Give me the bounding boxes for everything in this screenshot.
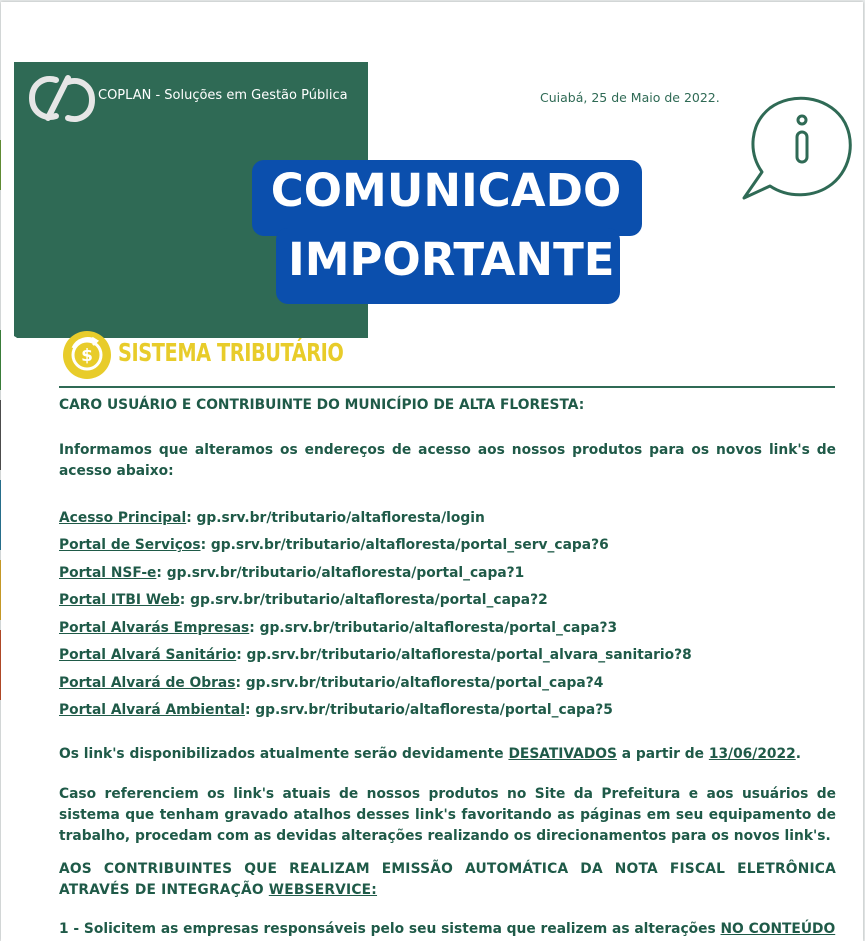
- greeting-heading: CARO USUÁRIO E CONTRIBUINTE DO MUNICÍPIO DE ALTA FLORESTA:: [59, 397, 585, 413]
- section-title: SISTEMA TRIBUTÁRIO: [118, 338, 344, 367]
- step-1-link[interactable]: NO CONTEÚDO: [720, 921, 836, 937]
- contributors-heading: [59, 859, 836, 901]
- step-1-text: 1 - Solicitem as empresas responsáveis pelo seu sistema que realizem as alterações: [59, 921, 721, 937]
- brand-name: COPLAN - Soluções em Gestão Pública: [98, 88, 348, 103]
- link-url: : gp.srv.br/tributario/altafloresta/portal_capa?1: [156, 565, 525, 581]
- link-url: : gp.srv.br/tributario/altafloresta/portal_capa?5: [244, 702, 613, 718]
- intro-paragraph: Informamos que alteramos os endereços de acesso aos nossos produtos para os novos link's de acesso abaixo:: [59, 442, 836, 479]
- link-label[interactable]: Portal de Serviços: [59, 537, 201, 553]
- link-label[interactable]: Portal Alvará Sanitário: [59, 647, 237, 663]
- document-date: Cuiabá, 25 de Maio de 2022.: [540, 90, 720, 105]
- link-row: [59, 510, 485, 526]
- link-url: : gp.srv.br/tributario/altafloresta/portal_capa?4: [235, 675, 604, 691]
- deactivation-date: 13/06/2022: [708, 746, 796, 762]
- title-line-2: IMPORTANTE: [288, 233, 615, 286]
- coplan-logo-icon: [28, 74, 96, 124]
- info-icon: [740, 90, 856, 202]
- link-label[interactable]: Portal Alvará Ambiental: [59, 702, 245, 718]
- link-row: [59, 675, 603, 691]
- deactivation-suffix: .: [795, 746, 801, 762]
- deactivation-mid: a partir de: [616, 746, 709, 762]
- link-url: : gp.srv.br/tributario/altafloresta/portal_alvara_sanitario?8: [236, 647, 692, 663]
- contributors-heading-text: AOS CONTRIBUINTES QUE REALIZAM EMISSÃO AUTOMÁTICA DA NOTA FISCAL ELETRÔNICA ATRAVÉS DE INTEGRAÇÃO: [59, 861, 836, 898]
- update-notice-paragraph: Caso referenciem os link's atuais de nossos produtos no Site da Prefeitura e aos usuários de sistema que tenham gravado atalhos desses link's favoritando as páginas em seu equipamento de trabalho, procedam com as devidas alterações realizando os direcionamentos para os novos link's.: [59, 786, 836, 844]
- webservice-link[interactable]: WEBSERVICE:: [268, 882, 378, 898]
- link-row: [59, 592, 548, 608]
- link-row: [59, 702, 613, 718]
- link-label[interactable]: Portal Alvarás Empresas: [59, 620, 250, 636]
- link-row: [59, 620, 617, 636]
- link-row: [59, 565, 524, 581]
- link-url: : gp.srv.br/tributario/altafloresta/login: [186, 510, 485, 526]
- tax-money-icon: [62, 330, 112, 380]
- link-url: : gp.srv.br/tributario/altafloresta/portal_capa?3: [249, 620, 618, 636]
- deactivation-prefix: Os link's disponibilizados atualmente serão devidamente: [59, 746, 509, 762]
- link-url: : gp.srv.br/tributario/altafloresta/portal_serv_capa?6: [200, 537, 609, 553]
- title-line-1: COMUNICADO: [270, 164, 622, 217]
- link-label[interactable]: Portal NSF-e: [59, 565, 157, 581]
- svg-text:$: $: [81, 346, 93, 366]
- deactivation-notice: [59, 744, 836, 765]
- link-label[interactable]: Acesso Principal: [59, 510, 187, 526]
- link-label[interactable]: Portal ITBI Web: [59, 592, 180, 608]
- link-url: : gp.srv.br/tributario/altafloresta/portal_capa?2: [179, 592, 548, 608]
- link-label[interactable]: Portal Alvará de Obras: [59, 675, 236, 691]
- section-divider: [59, 386, 835, 388]
- step-1: [59, 919, 836, 940]
- deactivation-word: DESATIVADOS: [508, 746, 617, 762]
- link-row: [59, 537, 609, 553]
- link-row: [59, 647, 692, 663]
